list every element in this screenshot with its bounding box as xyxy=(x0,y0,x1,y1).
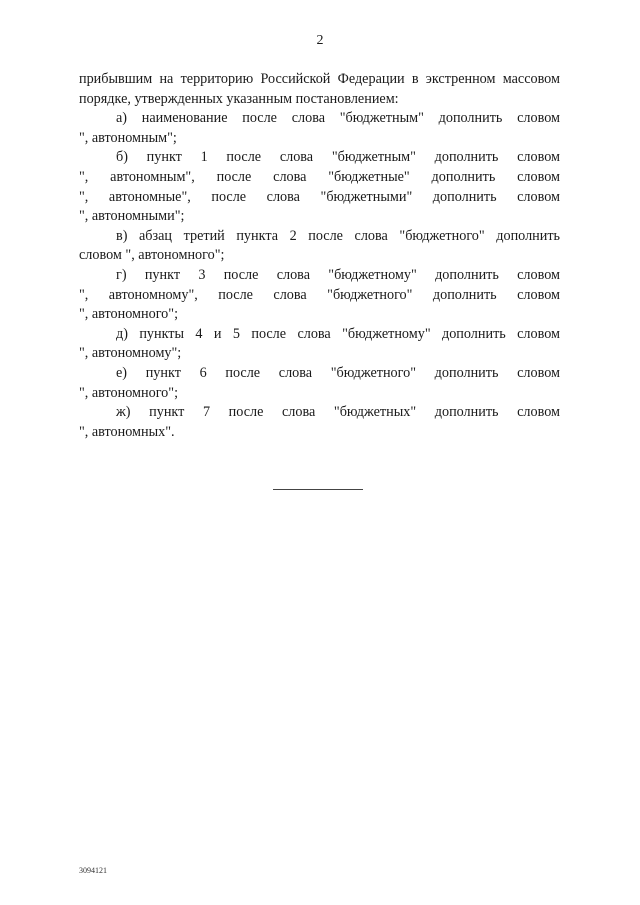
paragraph-intro xyxy=(79,70,560,109)
text-line: ", автономным", после слова "бюджетные" дополнить словом xyxy=(79,168,560,185)
paragraph-item-b xyxy=(79,148,560,226)
page-number: 2 xyxy=(316,33,324,48)
text-line: а) наименование после слова "бюджетным" дополнить словом xyxy=(116,110,560,127)
text-line: б) пункт 1 после слова "бюджетным" дополнить словом xyxy=(116,149,560,166)
text-line: ", автономным"; xyxy=(79,129,177,146)
text-line: прибывшим на территорию Российской Федерации в экстренном массовом xyxy=(79,71,560,87)
text-line: ", автономному", после слова "бюджетного" дополнить словом xyxy=(79,286,560,303)
paragraph-item-e xyxy=(79,364,560,403)
paragraph-item-a xyxy=(79,109,560,148)
text-line: словом ", автономного"; xyxy=(79,247,225,264)
text-line: в) абзац третий пункта 2 после слова "бюджетного" дополнить xyxy=(116,227,560,244)
text-line: г) пункт 3 после слова "бюджетному" дополнить словом xyxy=(116,266,560,283)
text-line: ", автономных". xyxy=(79,423,175,440)
text-line: ", автономными"; xyxy=(79,208,185,225)
paragraph-item-zh xyxy=(79,403,560,442)
paragraph-item-d xyxy=(79,325,560,364)
document-body xyxy=(79,70,560,442)
text-line: ", автономные", после слова "бюджетными" дополнить словом xyxy=(79,188,560,205)
text-line: ", автономного"; xyxy=(79,384,179,401)
paragraph-item-g xyxy=(79,266,560,325)
text-line: порядке, утвержденных указанным постановлением: xyxy=(79,90,399,107)
paragraph-item-v xyxy=(79,227,560,266)
text-line: ", автономному"; xyxy=(79,345,182,362)
text-line: д) пункты 4 и 5 после слова "бюджетному" дополнить словом xyxy=(116,325,560,342)
text-line: ", автономного"; xyxy=(79,306,179,323)
document-code: 3094121 xyxy=(79,866,107,875)
text-line: е) пункт 6 после слова "бюджетного" дополнить словом xyxy=(116,364,560,381)
end-of-document-divider xyxy=(273,489,363,490)
text-line: ж) пункт 7 после слова "бюджетных" дополнить словом xyxy=(116,404,560,421)
